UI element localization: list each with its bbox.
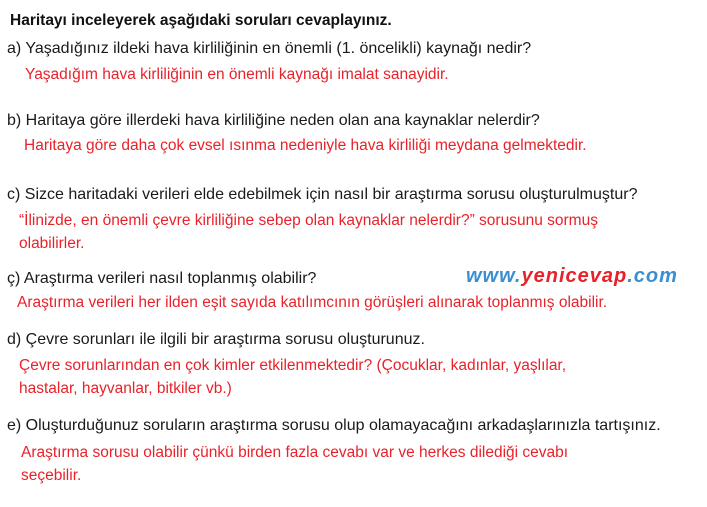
answer-c-cedilla-line-1: Araştırma verileri her ilden eşit sayıda katılımcının görüşleri alınarak toplanmış olabilir. (17, 294, 608, 311)
answer-e-line-2: seçebilir. (21, 467, 82, 484)
watermark-logo: www.yenicevap.com (466, 265, 678, 287)
answer-d-line-2: hastalar, hayvanlar, bitkiler vb.) (19, 380, 232, 397)
page-title: Haritayı inceleyerek aşağıdaki soruları cevaplayınız. (10, 12, 392, 29)
question-d: d) Çevre sorunları ile ilgili bir araştırma sorusu oluşturunuz. (7, 331, 425, 348)
question-c: c) Sizce haritadaki verileri elde edebilmek için nasıl bir araştırma sorusu oluşturulmuştur? (7, 186, 638, 203)
answer-b-line-1: Haritaya göre daha çok evsel ısınma nedeniyle hava kirliliği meydana gelmektedir. (24, 137, 587, 154)
answer-d-line-1: Çevre sorunlarından en çok kimler etkilenmektedir? (Çocuklar, kadınlar, yaşlılar, (19, 357, 567, 374)
question-a: a) Yaşadığınız ildeki hava kirliliğinin en önemli (1. öncelikli) kaynağı nedir? (7, 40, 532, 57)
answer-e-line-1: Araştırma sorusu olabilir çünkü birden fazla cevabı var ve herkes dilediği cevabı (21, 444, 569, 461)
answer-c-line-2: olabilirler. (19, 235, 85, 252)
question-b: b) Haritaya göre illerdeki hava kirliliğine neden olan ana kaynaklar nelerdir? (7, 112, 540, 129)
question-e: e) Oluşturduğunuz soruların araştırma sorusu olup olamayacağını arkadaşlarınızla tartışınız. (7, 417, 661, 434)
question-c-cedilla: ç) Araştırma verileri nasıl toplanmış olabilir? (7, 270, 317, 287)
answer-c-line-1: “İlinizde, en önemli çevre kirliliğine sebep olan kaynaklar nelerdir?” sorusunu sormuş (19, 212, 598, 229)
answer-a-line-1: Yaşadığım hava kirliliğinin en önemli kaynağı imalat sanayidir. (25, 66, 449, 83)
